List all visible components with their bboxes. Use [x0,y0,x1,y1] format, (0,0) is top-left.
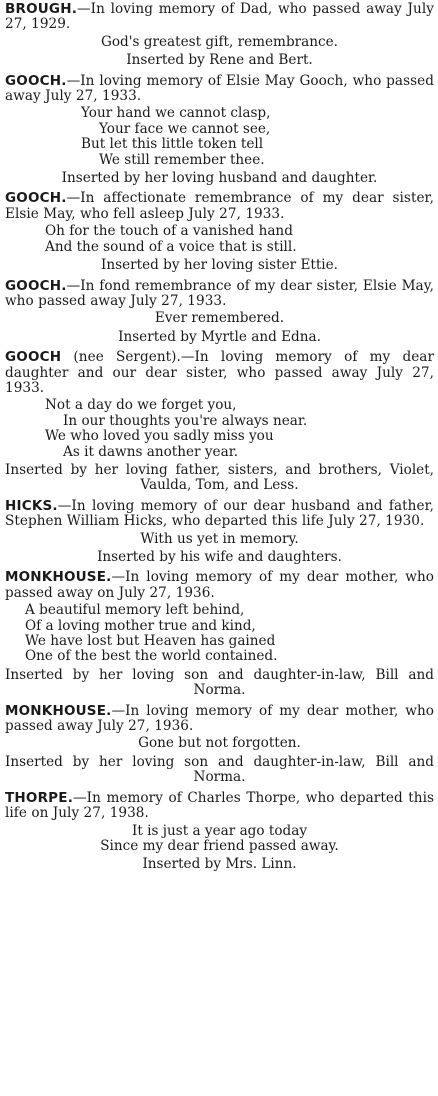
notice-inserted-by: Inserted by her loving husband and daughter. [61,170,378,187]
verse-line: And the sound of a voice that is still. [45,238,297,255]
notice-surname: BROUGH. [5,1,78,17]
verse-line: We have lost but Heaven has gained [25,633,276,650]
notice-text: —In loving memory of my dear mother, who passed away July 27, 1936. [5,702,434,735]
verse-line: A beautiful memory left behind, [25,602,245,619]
notice-body [5,570,434,601]
verse-line: God's greatest gift, remembrance. [101,33,338,50]
notice-verse [5,311,434,326]
notice-text: (nee Sergent).—In loving memory of my dear daughter and our dear sister, who passed away July 27, 1933. [5,349,434,396]
notice-gooch-husband [5,74,434,187]
notice-surname: GOOCH. [5,190,67,207]
verse-line: Gone but not forgotten. [138,735,301,752]
verse-line: Your face we cannot see, [99,120,271,137]
notice-inserted-by: Inserted by her loving son and daughter-in-law, Bill and Norma. [5,666,434,699]
notice-text: —In loving memory of Elsie May Gooch, who passed away July 27, 1933. [5,72,434,105]
notice-gooch-ettie [5,191,434,273]
notice-monkhouse-short [5,704,434,786]
notice-surname: GOOCH. [5,277,67,294]
notice-verse [5,532,434,547]
verse-line: Not a day do we forget you, [45,397,237,414]
notice-inserted-by: Inserted by Rene and Bert. [126,52,313,69]
notice-brough [5,2,434,69]
notice-text: —In affectionate remembrance of my dear sister, Elsie May, who fell asleep July 27, 1933. [5,190,434,222]
notice-verse [5,603,434,665]
verse-line: With us yet in memory. [140,530,299,547]
notice-body [5,704,434,735]
notice-body [5,74,434,105]
notice-surname: HICKS. [5,497,58,514]
verse-line: As it dawns another year. [63,443,239,460]
notice-verse [5,398,434,460]
notice-inserted-by: Inserted by her loving sister Ettie. [100,257,339,274]
notice-verse [5,106,434,168]
notice-body [5,191,434,222]
verse-line: Since my dear friend passed away. [100,837,339,854]
notice-thorpe [5,791,434,873]
notice-verse [5,35,434,50]
notice-body [5,2,434,33]
notice-verse [5,736,434,751]
notice-text: —In loving memory of my dear mother, who passed away on July 27, 1936. [5,569,434,601]
notice-inserted-by: Inserted by her loving father, sisters, and brothers, Violet, Vaulda, Tom, and Less. [5,461,434,494]
notice-inserted-by: Inserted by Myrtle and Edna. [118,328,321,345]
notice-inserted-by: Inserted by her loving son and daughter-in-law, Bill and Norma. [5,753,434,786]
notice-monkhouse-verse [5,570,434,698]
notice-body [5,791,434,822]
notice-text: —In loving memory of our dear husband and father, Stephen William Hicks, who departed this life July 27, 1930. [5,497,434,530]
notice-gooch-myrtle-edna [5,279,434,346]
notice-surname: MONKHOUSE. [5,569,112,586]
notice-inserted-by: Inserted by his wife and daughters. [97,549,342,565]
notice-surname: THORPE. [5,789,74,806]
notice-surname: GOOCH. [5,72,67,89]
notice-body [5,350,434,396]
notice-verse [5,824,434,855]
verse-line: Of a loving mother true and kind, [25,617,256,634]
verse-line: One of the best the world contained. [25,648,278,665]
notice-gooch-family [5,350,434,494]
verse-line: We who loved you sadly miss you [45,428,274,445]
notice-hicks [5,499,434,566]
notice-text: —In fond remembrance of my dear sister, Elsie May, who passed away July 27, 1933. [5,277,434,309]
notice-body [5,279,434,310]
notice-surname: GOOCH [5,349,62,366]
notice-text: —In memory of Charles Thorpe, who departed this life on July 27, 1938. [5,789,434,822]
verse-line: Ever remembered. [154,310,285,327]
notice-body [5,499,434,530]
verse-line: But let this little token tell [81,136,264,153]
notice-inserted-by: Inserted by Mrs. Linn. [142,856,297,873]
verse-line: In our thoughts you're always near. [63,412,308,429]
verse-line: Oh for the touch of a vanished hand [45,223,293,240]
verse-line: We still remember thee. [99,151,265,168]
notice-text: —In loving memory of Dad, who passed away July 27, 1929. [5,1,434,33]
verse-line: Your hand we cannot clasp, [81,105,271,122]
notice-surname: MONKHOUSE. [5,702,112,719]
verse-line: It is just a year ago today [131,822,308,839]
notice-verse [5,224,434,255]
